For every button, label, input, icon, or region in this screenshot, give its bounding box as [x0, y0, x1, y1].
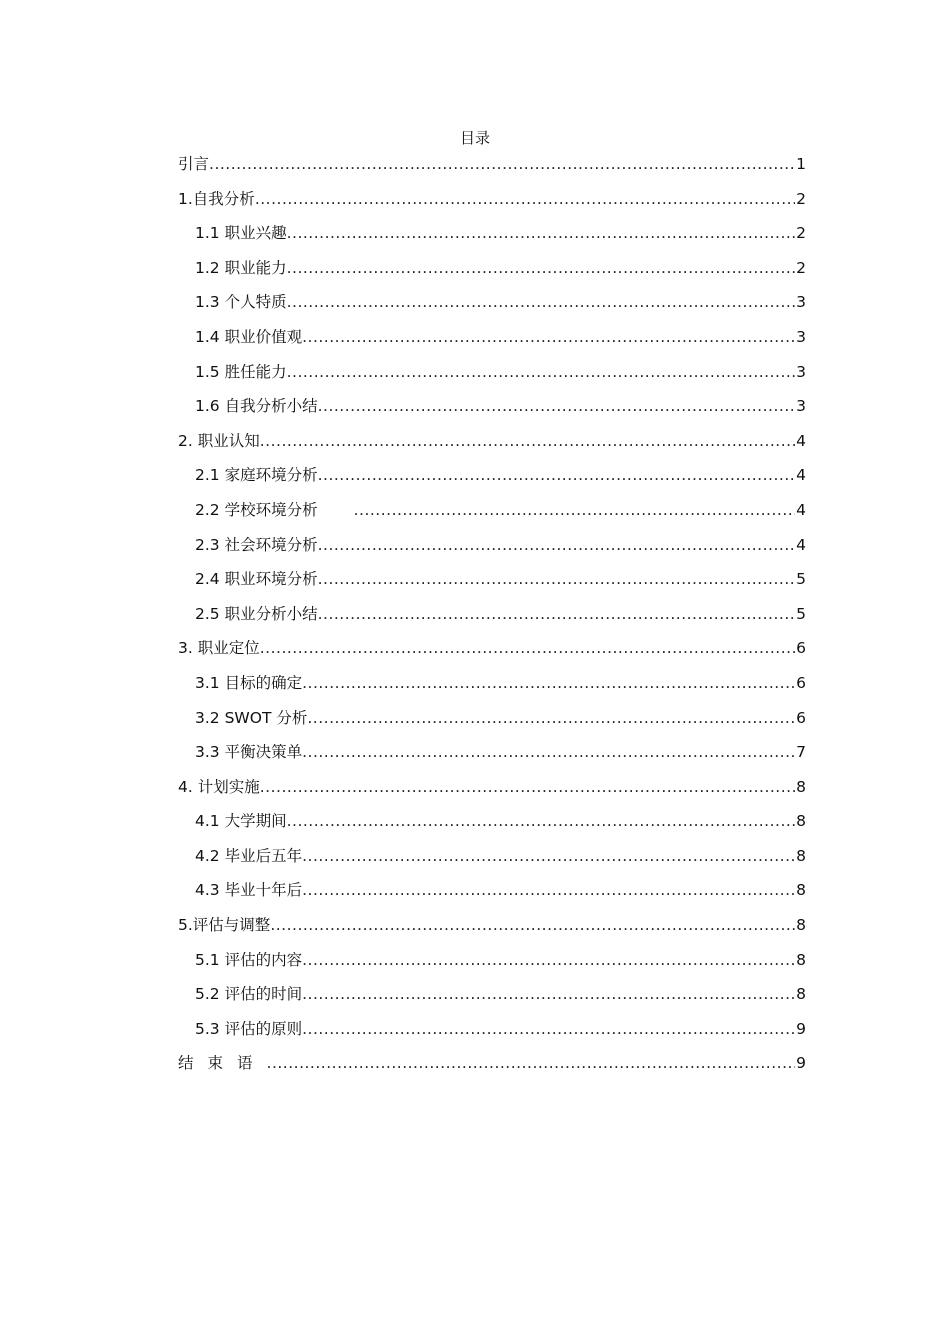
toc-page-number: 5 — [796, 604, 806, 623]
dot-leader — [209, 147, 795, 182]
toc-entry-label: 1.2 职业能力 — [195, 258, 287, 277]
toc-entry[interactable] — [178, 770, 806, 805]
dot-leader — [255, 182, 795, 217]
toc-entry-label: 3.3 平衡决策单 — [195, 743, 303, 762]
dot-leader — [318, 458, 796, 493]
toc-page-number: 3 — [796, 327, 806, 346]
table-of-contents — [178, 147, 806, 1081]
dot-leader — [287, 355, 796, 390]
dot-leader — [318, 597, 796, 632]
toc-entry-label: 4.2 毕业后五年 — [195, 846, 303, 865]
dot-leader — [318, 389, 796, 424]
toc-entry-label: 5.评估与调整 — [178, 916, 271, 935]
toc-entry[interactable] — [178, 216, 806, 251]
toc-entry[interactable] — [178, 355, 806, 390]
toc-title: 目录 — [459, 129, 490, 147]
toc-entry-label: 1.5 胜任能力 — [195, 362, 287, 381]
toc-page-number: 3 — [796, 397, 806, 416]
dot-leader — [318, 562, 796, 597]
toc-page-number: 8 — [796, 916, 806, 935]
toc-page-number: 3 — [796, 293, 806, 312]
toc-page-number: 4 — [796, 466, 806, 485]
toc-entry-label: 4.1 大学期间 — [195, 812, 287, 831]
dot-leader — [307, 701, 795, 736]
toc-page-number: 2 — [796, 224, 806, 243]
dot-leader — [302, 320, 795, 355]
toc-page-number: 8 — [796, 881, 806, 900]
toc-page-number: 4 — [796, 535, 806, 554]
toc-entry[interactable] — [178, 943, 806, 978]
toc-entry[interactable] — [178, 562, 806, 597]
toc-entry[interactable] — [178, 873, 806, 908]
dot-leader — [287, 216, 796, 251]
dot-leader — [260, 631, 795, 666]
toc-entry[interactable] — [178, 147, 806, 182]
dot-leader — [302, 839, 795, 874]
toc-entry[interactable] — [178, 182, 806, 217]
toc-entry-label: 5.2 评估的时间 — [195, 985, 303, 1004]
toc-page-number: 6 — [796, 639, 806, 658]
toc-entry[interactable] — [178, 251, 806, 286]
toc-entry-label: 2. 职业认知 — [178, 431, 260, 450]
dot-leader — [260, 424, 795, 459]
toc-entry-label: 1.6 自我分析小结 — [195, 397, 318, 416]
toc-entry[interactable] — [178, 320, 806, 355]
dot-leader — [302, 735, 795, 770]
toc-entry-label: 1.4 职业价值观 — [195, 327, 303, 346]
toc-page-number: 7 — [796, 743, 806, 762]
toc-entry-label: 2.5 职业分析小结 — [195, 604, 318, 623]
dot-leader — [302, 943, 795, 978]
toc-page-number: 6 — [796, 673, 806, 692]
dot-leader — [287, 251, 796, 286]
toc-page-number: 2 — [796, 189, 806, 208]
toc-entry[interactable] — [178, 735, 806, 770]
toc-entry-label: 结束语 — [178, 1054, 267, 1073]
toc-page-number: 8 — [796, 777, 806, 796]
toc-entry[interactable] — [178, 285, 806, 320]
toc-entry-label: 1.1 职业兴趣 — [195, 224, 287, 243]
dot-leader — [302, 977, 795, 1012]
toc-entry[interactable] — [178, 458, 806, 493]
dot-leader — [287, 804, 796, 839]
toc-page-number: 9 — [796, 1054, 806, 1073]
toc-page-number: 8 — [796, 812, 806, 831]
toc-entry-label: 3. 职业定位 — [178, 639, 260, 658]
dot-leader — [267, 1046, 796, 1081]
toc-entry-label: 1.3 个人特质 — [195, 293, 287, 312]
toc-page-number: 8 — [796, 846, 806, 865]
toc-entry[interactable] — [178, 701, 806, 736]
toc-page-number: 6 — [796, 708, 806, 727]
toc-entry-label: 3.1 目标的确定 — [195, 673, 303, 692]
toc-entry[interactable] — [178, 666, 806, 701]
toc-entry-label: 5.1 评估的内容 — [195, 950, 303, 969]
toc-page-number: 2 — [796, 258, 806, 277]
dot-leader — [260, 770, 795, 805]
toc-entry-label: 4.3 毕业十年后 — [195, 881, 303, 900]
dot-leader — [302, 873, 795, 908]
dot-leader — [302, 1012, 795, 1047]
toc-entry[interactable] — [178, 804, 806, 839]
toc-entry-label: 4. 计划实施 — [178, 777, 260, 796]
toc-entry-label: 3.2 SWOT 分析 — [195, 708, 308, 727]
toc-entry-label: 5.3 评估的原则 — [195, 1019, 303, 1038]
dot-leader — [270, 908, 795, 943]
toc-page-number: 4 — [796, 500, 806, 519]
toc-page-number: 5 — [796, 570, 806, 589]
toc-entry[interactable] — [178, 424, 806, 459]
dot-leader — [318, 528, 796, 563]
toc-entry[interactable] — [178, 597, 806, 632]
toc-entry[interactable] — [178, 631, 806, 666]
toc-entry-label: 2.1 家庭环境分析 — [195, 466, 318, 485]
toc-page-number: 3 — [796, 362, 806, 381]
toc-entry[interactable] — [178, 977, 806, 1012]
toc-page-number: 8 — [796, 950, 806, 969]
toc-page-number: 8 — [796, 985, 806, 1004]
toc-entry[interactable] — [178, 493, 806, 528]
toc-entry-label: 2.3 社会环境分析 — [195, 535, 318, 554]
toc-entry-label: 2.4 职业环境分析 — [195, 570, 318, 589]
dot-leader — [287, 285, 796, 320]
dot-leader — [354, 493, 796, 528]
toc-entry-label: 引言 — [178, 155, 210, 173]
toc-entry[interactable] — [178, 528, 806, 563]
toc-entry-label: 1.自我分析 — [178, 189, 255, 208]
toc-entry[interactable] — [178, 908, 806, 943]
dot-leader — [302, 666, 795, 701]
toc-page-number: 1 — [796, 155, 806, 173]
toc-entry[interactable] — [178, 1046, 806, 1081]
toc-entry[interactable] — [178, 1012, 806, 1047]
toc-page-number: 4 — [796, 431, 806, 450]
toc-entry[interactable] — [178, 839, 806, 874]
toc-entry-label: 2.2 学校环境分析 — [195, 500, 318, 519]
toc-page-number: 9 — [796, 1019, 806, 1038]
toc-entry[interactable] — [178, 389, 806, 424]
